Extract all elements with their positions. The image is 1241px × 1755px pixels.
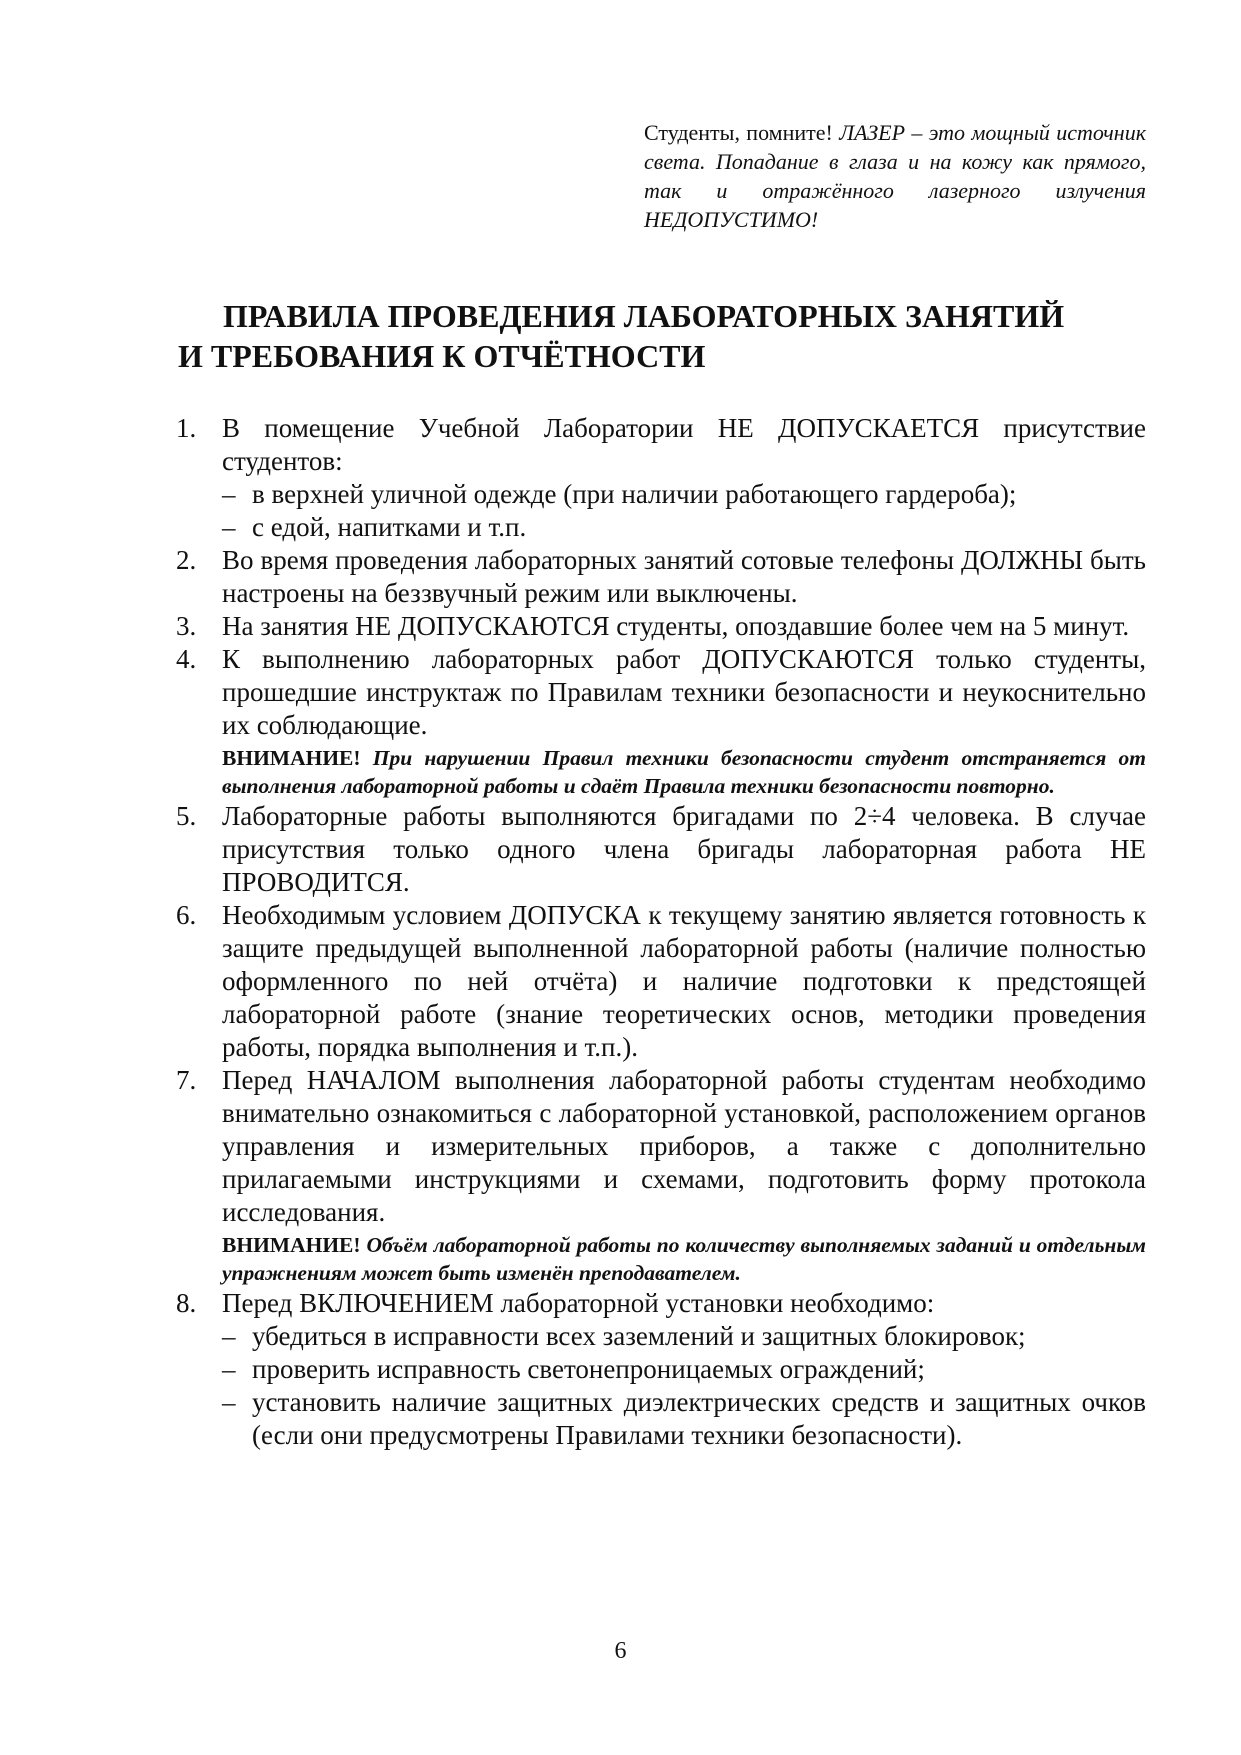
rule-2 bbox=[176, 544, 1146, 610]
rules-list bbox=[176, 412, 1146, 1452]
rule-5 bbox=[176, 800, 1146, 899]
rule-number: 7. bbox=[176, 1065, 197, 1095]
dash-marker: – bbox=[222, 512, 236, 542]
warning-text: При нарушении Правил техники безопасности студент отстраняется от выполнения лабораторной работы и сдаёт Правила техники безопасности повторно. bbox=[222, 746, 1146, 798]
sub-item-text: с едой, напитками и т.п. bbox=[252, 512, 527, 542]
title-line-2: И ТРЕБОВАНИЯ К ОТЧЁТНОСТИ bbox=[178, 338, 706, 374]
rule-text: На занятия НЕ ДОПУСКАЮТСЯ студенты, опоздавшие более чем на 5 минут. bbox=[222, 611, 1130, 641]
page-number: 6 bbox=[614, 1638, 627, 1664]
dash-marker: – bbox=[222, 479, 236, 509]
rule-8 bbox=[176, 1287, 1146, 1452]
rule-1 bbox=[176, 412, 1146, 544]
title-line-1: ПРАВИЛА ПРОВЕДЕНИЯ ЛАБОРАТОРНЫХ ЗАНЯТИЙ bbox=[223, 298, 1065, 334]
rule-number: 1. bbox=[176, 413, 197, 443]
warning-label: ВНИМАНИЕ! bbox=[222, 1233, 367, 1257]
epigraph-body: ЛАЗЕР – это мощный источник света. Попадание в глаза и на кожу как прямого, так и отражённого лазерного излучения НЕДОПУСТИМО! bbox=[644, 120, 1146, 232]
rule-number: 4. bbox=[176, 644, 197, 674]
rule-text: Во время проведения лабораторных занятий сотовые телефоны ДОЛЖНЫ быть настроены на беззвучный режим или выключены. bbox=[222, 545, 1146, 608]
sub-item-text: убедиться в исправности всех заземлений и защитных блокировок; bbox=[252, 1321, 1026, 1351]
sub-item-text: установить наличие защитных диэлектрических средств и защитных очков (если они предусмотрены Правилами техники безопасности). bbox=[252, 1387, 1146, 1450]
rule-number: 8. bbox=[176, 1288, 197, 1318]
rule-3 bbox=[176, 610, 1146, 643]
dash-marker: – bbox=[222, 1321, 236, 1351]
epigraph-lead: Студенты, помните! bbox=[644, 120, 840, 145]
rule-text: К выполнению лабораторных работ ДОПУСКАЮТСЯ только студенты, прошедшие инструктаж по Правилам техники безопасности и неукоснительно их соблюдающие. bbox=[222, 644, 1146, 740]
rule-4 bbox=[176, 643, 1146, 800]
sub-item-text: проверить исправность светонепроницаемых ограждений; bbox=[252, 1354, 925, 1384]
sub-item-text: в верхней уличной одежде (при наличии работающего гардероба); bbox=[252, 479, 1017, 509]
rule-number: 5. bbox=[176, 801, 197, 831]
rule-text: В помещение Учебной Лаборатории НЕ ДОПУСКАЕТСЯ присутствие студентов: bbox=[222, 413, 1146, 476]
workload-warning bbox=[222, 1231, 1146, 1287]
laser-warning-epigraph bbox=[644, 118, 1146, 234]
rule-number: 3. bbox=[176, 611, 197, 641]
dash-marker: – bbox=[222, 1387, 236, 1417]
rule-7 bbox=[176, 1064, 1146, 1287]
rule-number: 6. bbox=[176, 900, 197, 930]
page-title bbox=[178, 296, 1138, 376]
sub-item bbox=[222, 1386, 1146, 1452]
sub-item bbox=[222, 1320, 1146, 1353]
warning-label: ВНИМАНИЕ! bbox=[222, 746, 373, 770]
rule-text: Лабораторные работы выполняются бригадами по 2÷4 человека. В случае присутствия только одного члена бригады лабораторная работа НЕ ПРОВОДИТСЯ. bbox=[222, 801, 1146, 897]
sub-item bbox=[222, 478, 1146, 511]
rule-6 bbox=[176, 899, 1146, 1064]
dash-marker: – bbox=[222, 1354, 236, 1384]
rule-text: Перед ВКЛЮЧЕНИЕМ лабораторной установки необходимо: bbox=[222, 1288, 935, 1318]
sub-item bbox=[222, 1353, 1146, 1386]
safety-warning bbox=[222, 744, 1146, 800]
rule-number: 2. bbox=[176, 545, 197, 575]
warning-text: Объём лабораторной работы по количеству выполняемых заданий и отдельным упражнениям может быть изменён преподавателем. bbox=[222, 1233, 1146, 1285]
rule-text: Перед НАЧАЛОМ выполнения лабораторной работы студентам необходимо внимательно ознакомиться с лабораторной установкой, расположением органов управления и измерительных приборов, а также с дополнительно прилагаемыми инструкциями и схемами, подготовить форму протокола исследования. bbox=[222, 1065, 1146, 1227]
sub-item bbox=[222, 511, 1146, 544]
rule-text: Необходимым условием ДОПУСКА к текущему занятию является готовность к защите предыдущей выполненной лабораторной работы (наличие полностью оформленного по ней отчёта) и наличие подготовки к предстоящей лабораторной работе (знание теоретических основ, методики проведения работы, порядка выполнения и т.п.). bbox=[222, 900, 1146, 1062]
